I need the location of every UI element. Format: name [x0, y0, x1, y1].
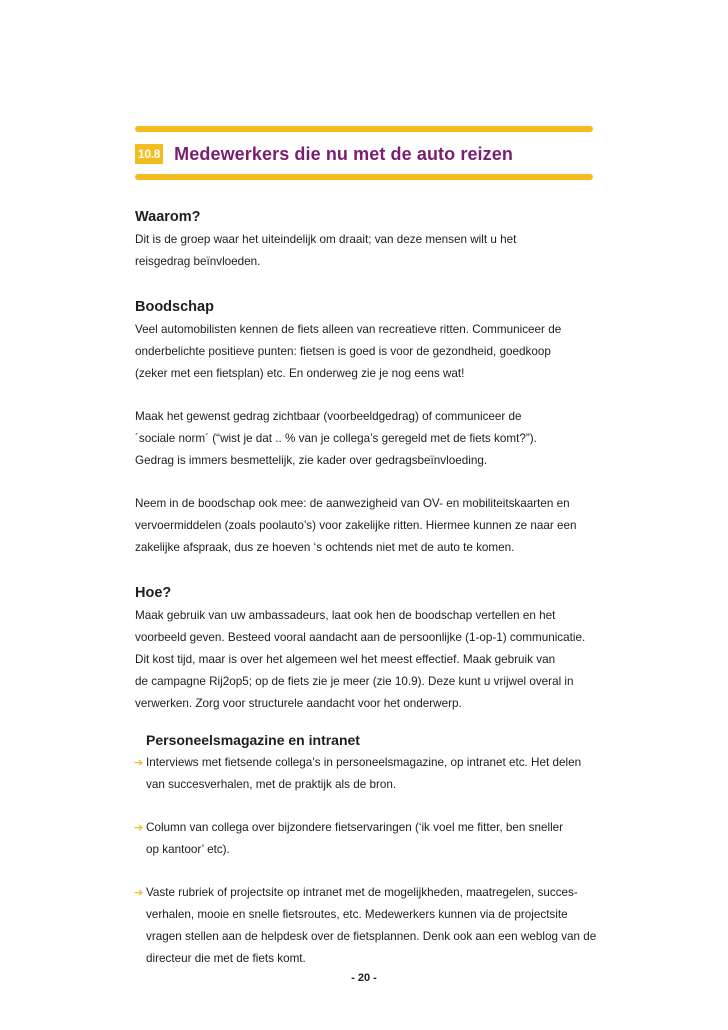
paragraph-hoe: Maak gebruik van uw ambassadeurs, laat ook hen de boodschap vertellen en het voorbeeld geven. Besteed vooral aandacht aan de persoonlijke (1-op-1) communicatie. Dit kost tijd, maar is over het algemeen wel het meest effectief. Maak gebruik van de campagne Rij2op5; op de fiets zie je meer (zie 10.9). Deze kunt u vrijwel overal in verwerken. Zorg voor structurele aandacht voor het onderwerp.	[135, 609, 586, 710]
section-header	[135, 140, 513, 168]
personeel-section	[135, 728, 605, 970]
header-rule-top	[135, 126, 593, 132]
heading-hoe: Hoe?	[135, 585, 172, 601]
paragraph-waarom: Dit is de groep waar het uiteindelijk om draait; van deze mensen wilt u het reisgedrag beïnvloeden.	[135, 233, 517, 268]
arrow-right-icon: ➔	[134, 822, 144, 834]
list-item: ➔ Interviews met fietsende collega’s in personeelsmagazine, op intranet etc. Het delen van succesverhalen, met de praktijk als de bron.	[146, 752, 605, 796]
paragraph-boodschap-2: Maak het gewenst gedrag zichtbaar (voorbeeldgedrag) of communiceer de ´sociale norm´ (“wist je dat .. % van je collega’s geregeld met de fiets komt?”). Gedrag is immers besmettelijk, zie kader over gedragsbeïnvloeding.	[135, 410, 537, 467]
list-item: ➔ Vaste rubriek of projectsite op intranet met de mogelijkheden, maatregelen, succes- verhalen, mooie en snelle fietsroutes, etc. Medewerkers kunnen via de projectsite vragen stellen aan de helpdesk over de fietsplannen. Denk ook aan een weblog van de directeur die met de fiets komt.	[146, 882, 605, 970]
arrow-right-icon: ➔	[134, 887, 144, 899]
list-item: ➔ Column van collega over bijzondere fietservaringen (‘ik voel me fitter, ben sneller op kantoor’ etc).	[146, 817, 605, 861]
paragraph-boodschap-1: Veel automobilisten kennen de fiets alleen van recreatieve ritten. Communiceer de onderbelichte positieve punten: fietsen is goed is voor de gezondheid, goedkoop (zeker met een fietsplan) etc. En onderweg zie je nog eens wat!	[135, 323, 562, 380]
heading-personeelsmagazine: Personeelsmagazine en intranet	[146, 732, 360, 748]
heading-waarom: Waarom?	[135, 209, 201, 225]
paragraph-boodschap-3: Neem in de boodschap ook mee: de aanwezigheid van OV- en mobiliteitskaarten en vervoermiddelen (zoals poolauto’s) voor zakelijke ritten. Hiermee kunnen ze naar een zakelijke afspraak, dus ze hoeven ‘s ochtends niet met de auto te komen.	[135, 497, 577, 554]
arrow-right-icon: ➔	[134, 757, 144, 769]
section-number: 10.8	[135, 144, 163, 164]
section-title: Medewerkers die nu met de auto reizen	[174, 143, 513, 164]
page-number: - 20 -	[351, 972, 377, 984]
page-content	[135, 205, 605, 970]
header-rule-bottom	[135, 174, 593, 180]
heading-boodschap: Boodschap	[135, 299, 214, 315]
